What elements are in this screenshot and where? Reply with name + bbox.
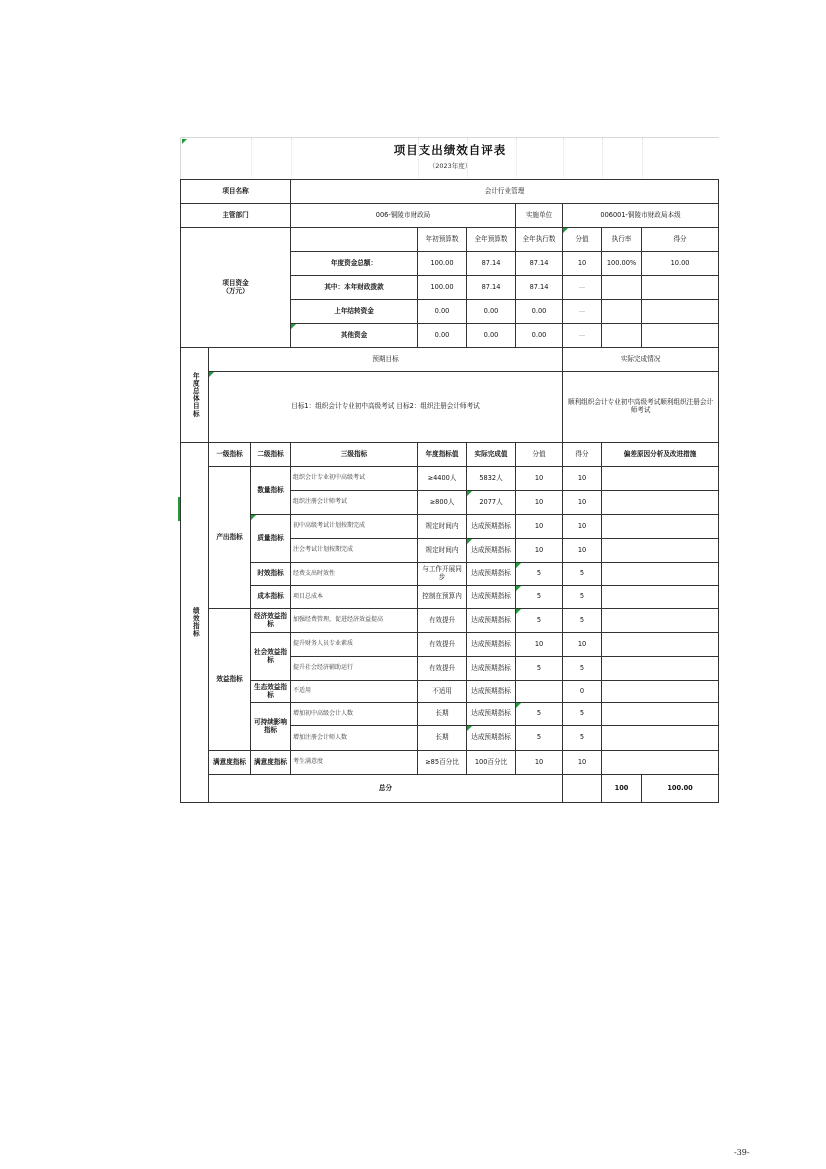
expected-goals-header: 预期目标 [209, 348, 563, 372]
indicator-level3: 增加初中高级会计人数 [291, 703, 418, 726]
level1-satisfaction: 满意度指标 [209, 751, 251, 775]
indicator-target: 有效提升 [418, 657, 467, 681]
indicator-row [181, 751, 719, 775]
level1-benefit: 效益指标 [209, 609, 251, 751]
total-blank [563, 775, 602, 803]
funds-header-row [181, 228, 719, 252]
funds-row-score [642, 276, 719, 300]
indicator-actual: 100百分比 [467, 751, 516, 775]
indicator-note [602, 491, 719, 515]
indicator-actual: 2077人 [467, 491, 516, 515]
indicator-level3: 考生满意度 [291, 751, 418, 775]
actual-value-header: 实际完成值 [467, 443, 516, 467]
level3-header: 三级指标 [291, 443, 418, 467]
total-weight: 100 [602, 775, 642, 803]
funds-row-weight: — [563, 324, 602, 348]
indicator-actual: 达成预期指标 [467, 515, 516, 539]
indicator-actual: 达成预期指标 [467, 726, 516, 751]
indicator-level3: 经费支出时效性 [291, 563, 418, 586]
funds-row-label: 上年结转资金 [291, 300, 418, 324]
indicator-weight: 5 [516, 703, 563, 726]
level2-header: 二级指标 [251, 443, 291, 467]
performance-indicators-label: 绩效指标 [181, 443, 209, 803]
funds-row-label: 其中：本年财政拨款 [291, 276, 418, 300]
indicator-score: 10 [563, 539, 602, 563]
indicator-level3: 项目总成本 [291, 586, 418, 609]
level2-timeliness: 时效指标 [251, 563, 291, 586]
annual-target-header: 年度指标值 [418, 443, 467, 467]
funds-row-rate [602, 300, 642, 324]
indicator-weight: 10 [516, 633, 563, 657]
indicator-level3: 加强经费管理，促进经济效益提高 [291, 609, 418, 633]
indicator-level3: 组织注册会计师考试 [291, 491, 418, 515]
funds-row-exec: 87.14 [516, 252, 563, 276]
indicator-note [602, 703, 719, 726]
full-execution-header: 全年执行数 [516, 228, 563, 252]
indicator-target: 规定时间内 [418, 539, 467, 563]
indicator-note [602, 586, 719, 609]
indicator-target: 规定时间内 [418, 515, 467, 539]
indicator-score: 5 [563, 586, 602, 609]
indicator-target: ≥85百分比 [418, 751, 467, 775]
total-score: 100.00 [642, 775, 719, 803]
funds-row-rate: 100.00% [602, 252, 642, 276]
indicator-note [602, 467, 719, 491]
indicator-weight: 10 [516, 539, 563, 563]
indicator-level3: 增加注册会计师人数 [291, 726, 418, 751]
evaluation-sheet [180, 137, 718, 813]
funds-row-exec: 0.00 [516, 324, 563, 348]
indicator-score: 10 [563, 491, 602, 515]
funds-header-blank [291, 228, 418, 252]
actual-completion-header: 实际完成情况 [563, 348, 719, 372]
indicator-row [181, 586, 719, 609]
annual-goals-label: 年度总体目标 [181, 348, 209, 443]
indicator-score: 5 [563, 609, 602, 633]
indicator-note [602, 609, 719, 633]
indicator-actual: 达成预期指标 [467, 539, 516, 563]
indicator-weight: 5 [516, 657, 563, 681]
indicator-note [602, 539, 719, 563]
level2-quality: 质量指标 [251, 515, 291, 563]
funds-row-score [642, 300, 719, 324]
indicator-score: 10 [563, 751, 602, 775]
total-row [181, 775, 719, 803]
level2-economic: 经济效益指标 [251, 609, 291, 633]
funds-label: 项目资金 （万元） [181, 228, 291, 348]
level2-cost: 成本指标 [251, 586, 291, 609]
indicator-actual: 达成预期指标 [467, 609, 516, 633]
indicator-note [602, 726, 719, 751]
indicator-actual: 达成预期指标 [467, 703, 516, 726]
indicator-score: 10 [563, 515, 602, 539]
deviation-header: 偏差原因分析及改进措施 [602, 443, 719, 467]
funds-row-initial: 100.00 [418, 276, 467, 300]
level2-quantity: 数量指标 [251, 467, 291, 515]
indicator-level3: 初中高级考试计划按期完成 [291, 515, 418, 539]
department-row [181, 204, 719, 228]
indicator-actual: 5832人 [467, 467, 516, 491]
indicator-score: 10 [563, 467, 602, 491]
indicator-score: 5 [563, 657, 602, 681]
funds-row-exec: 87.14 [516, 276, 563, 300]
indicator-note [602, 633, 719, 657]
funds-row-label: 其他资金 [291, 324, 418, 348]
indicator-score: 10 [563, 633, 602, 657]
indicator-weight: 10 [516, 467, 563, 491]
project-name-value: 会计行业管理 [291, 180, 719, 204]
indicator-row [181, 633, 719, 657]
goals-header-row [181, 348, 719, 372]
indicator-target: 有效提升 [418, 633, 467, 657]
evaluation-table [180, 179, 719, 803]
indicator-target: 长期 [418, 703, 467, 726]
project-name-row [181, 180, 719, 204]
indicator-weight: 10 [516, 751, 563, 775]
funds-row-full: 0.00 [467, 300, 516, 324]
score-header: 得分 [642, 228, 719, 252]
indicator-weight: 10 [516, 515, 563, 539]
level2-satisfaction: 满意度指标 [251, 751, 291, 775]
funds-row-score [642, 324, 719, 348]
funds-row-initial: 0.00 [418, 324, 467, 348]
indicator-actual: 达成预期指标 [467, 586, 516, 609]
indicator-weight: 5 [516, 563, 563, 586]
indicator-score-header: 得分 [563, 443, 602, 467]
funds-row-rate [602, 324, 642, 348]
indicator-weight: 5 [516, 726, 563, 751]
funds-row-initial: 0.00 [418, 300, 467, 324]
indicator-target: 不适用 [418, 681, 467, 703]
funds-row-weight: 10 [563, 252, 602, 276]
indicator-actual: 达成预期指标 [467, 657, 516, 681]
indicator-actual: 达成预期指标 [467, 563, 516, 586]
indicator-target: 长期 [418, 726, 467, 751]
indicator-row [181, 563, 719, 586]
actual-completion-text: 顺利组织会计专业初中高级考试顺利组织注册会计师考试 [563, 372, 719, 443]
level1-output: 产出指标 [209, 467, 251, 609]
indicator-row [181, 609, 719, 633]
indicator-level3: 注会考试计划按期完成 [291, 539, 418, 563]
indicator-note [602, 681, 719, 703]
indicator-note [602, 515, 719, 539]
funds-row-full: 0.00 [467, 324, 516, 348]
funds-row-weight: — [563, 300, 602, 324]
document-title: 项目支出绩效自评表 [393, 143, 507, 157]
title-zone [180, 137, 719, 180]
indicator-weight [516, 681, 563, 703]
indicator-actual: 达成预期指标 [467, 681, 516, 703]
full-budget-header: 全年预算数 [467, 228, 516, 252]
execution-rate-header: 执行率 [602, 228, 642, 252]
level2-ecological: 生态效益指标 [251, 681, 291, 703]
funds-row-exec: 0.00 [516, 300, 563, 324]
funds-row-full: 87.14 [467, 252, 516, 276]
indicator-level3: 提升财务人员专业素质 [291, 633, 418, 657]
indicator-score: 5 [563, 563, 602, 586]
weight-header: 分值 [563, 228, 602, 252]
indicator-level3: 提升社会经济辅助运行 [291, 657, 418, 681]
indicator-weight: 5 [516, 586, 563, 609]
indicator-row [181, 467, 719, 491]
indicator-note [602, 657, 719, 681]
indicator-weight-header: 分值 [516, 443, 563, 467]
expected-goals-text: 目标1：组织会计专业初中高级考试 目标2：组织注册会计师考试 [209, 372, 563, 443]
indicator-note [602, 563, 719, 586]
level2-sustainable: 可持续影响指标 [251, 703, 291, 751]
indicator-target: ≥4400人 [418, 467, 467, 491]
department-label: 主管部门 [181, 204, 291, 228]
green-margin-marker [178, 497, 180, 521]
funds-row-initial: 100.00 [418, 252, 467, 276]
initial-budget-header: 年初预算数 [418, 228, 467, 252]
indicator-header-row [181, 443, 719, 467]
indicator-score: 5 [563, 726, 602, 751]
project-name-label: 项目名称 [181, 180, 291, 204]
indicator-actual: 达成预期指标 [467, 633, 516, 657]
indicator-level3: 组织会计专业初中高级考试 [291, 467, 418, 491]
page-number: -39- [734, 1148, 750, 1157]
indicator-weight: 5 [516, 609, 563, 633]
indicator-score: 5 [563, 703, 602, 726]
indicator-target: 有效提升 [418, 609, 467, 633]
indicator-target: ≥800人 [418, 491, 467, 515]
indicator-score: 0 [563, 681, 602, 703]
implementer-value: 006001-铜陵市财政局本级 [563, 204, 719, 228]
indicator-note [602, 751, 719, 775]
indicator-weight: 10 [516, 491, 563, 515]
funds-row-full: 87.14 [467, 276, 516, 300]
funds-row-weight: — [563, 276, 602, 300]
total-label: 总分 [209, 775, 563, 803]
funds-row-rate [602, 276, 642, 300]
indicator-target: 与工作开展同步 [418, 563, 467, 586]
indicator-row [181, 703, 719, 726]
level2-social: 社会效益指标 [251, 633, 291, 681]
department-value: 006-铜陵市财政局 [291, 204, 516, 228]
document-subtitle: （2023年度） [428, 162, 472, 170]
implementer-label: 实施单位 [516, 204, 563, 228]
indicator-row [181, 515, 719, 539]
indicator-target: 控制在预算内 [418, 586, 467, 609]
level1-header: 一级指标 [209, 443, 251, 467]
goals-content-row [181, 372, 719, 443]
indicator-row [181, 681, 719, 703]
indicator-level3: 不适用 [291, 681, 418, 703]
funds-row-label: 年度资金总额： [291, 252, 418, 276]
funds-row-score: 10.00 [642, 252, 719, 276]
